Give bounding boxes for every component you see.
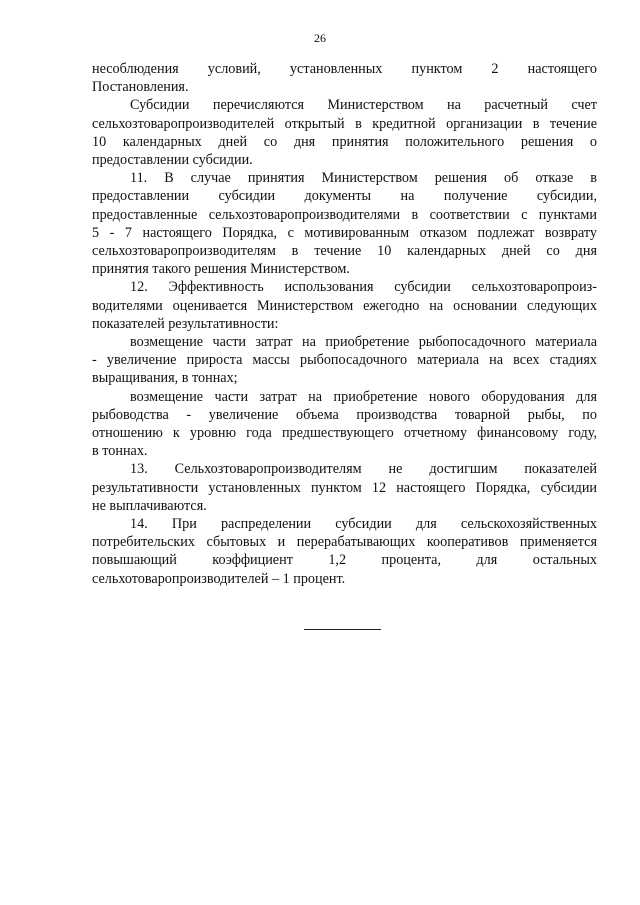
- paragraph-item-14: [92, 515, 597, 588]
- text-line: возмещение части затрат на приобретение рыбопосадочного материала: [130, 334, 597, 351]
- paragraph-conditions-end: [92, 60, 597, 96]
- text-line: Постановления.: [92, 79, 189, 96]
- text-line: сельхозтоваропроизводителям в течение 10 календарных дней со дня: [92, 243, 597, 260]
- paragraph-indicator-equipment: [92, 388, 597, 461]
- paragraph-item-12: [92, 278, 597, 333]
- text-line: потребительских сбытовых и перерабатывающих кооперативов применяется: [92, 534, 597, 551]
- document-body: [92, 60, 597, 588]
- text-line: сельхотоваропроизводителей – 1 процент.: [92, 570, 346, 587]
- end-of-document-divider: [304, 629, 381, 630]
- text-line: принятия такого решения Министерством.: [92, 261, 350, 278]
- text-line: водителями оценивается Министерством ежегодно на основании следующих: [92, 297, 597, 314]
- text-line: показателей результативности:: [92, 315, 279, 332]
- text-line: выращивания, в тоннах;: [92, 370, 238, 387]
- text-line: не выплачиваются.: [92, 497, 207, 514]
- text-line: предоставлении субсидии.: [92, 152, 253, 169]
- paragraph-indicator-fish-stock: [92, 333, 597, 388]
- text-line: 12. Эффективность использования субсидии сельхозтоваропроиз-: [130, 279, 597, 296]
- text-line: 5 - 7 настоящего Порядка, с мотивированным отказом подлежат возврату: [92, 224, 597, 241]
- text-line: в тоннах.: [92, 443, 148, 460]
- text-line: рыбоводства - увеличение объема производства товарной рыбы, по: [92, 406, 597, 423]
- text-line: 13. Сельхозтоваропроизводителям не достигшим показателей: [130, 461, 597, 478]
- text-line: сельхозтоваропроизводителей открытый в кредитной организации в течение: [92, 115, 597, 132]
- paragraph-subsidy-transfer: [92, 96, 597, 169]
- page-number: 26: [314, 31, 326, 45]
- text-line: 10 календарных дней со дня принятия положительного решения о: [92, 133, 597, 150]
- text-line: - увеличение прироста массы рыбопосадочного материала на всех стадиях: [92, 352, 597, 369]
- text-line: отношению к уровню года предшествующего отчетному финансовому году,: [92, 425, 597, 442]
- text-line: несоблюдения условий, установленных пунктом 2 настоящего: [92, 61, 597, 77]
- text-line: 14. При распределении субсидии для сельскохозяйственных: [130, 516, 597, 533]
- text-line: предоставлении субсидии документы на получение субсидии,: [92, 188, 597, 205]
- text-line: возмещение части затрат на приобретение нового оборудования для: [130, 388, 597, 405]
- text-line: 11. В случае принятия Министерством решения об отказе в: [130, 170, 597, 187]
- text-line: результативности установленных пунктом 12 настоящего Порядка, субсидии: [92, 479, 597, 496]
- paragraph-item-11: [92, 169, 597, 278]
- text-line: Субсидии перечисляются Министерством на расчетный счет: [130, 97, 597, 114]
- paragraph-item-13: [92, 460, 597, 515]
- text-line: повышающий коэффициент 1,2 процента, для остальных: [92, 552, 597, 569]
- text-line: предоставленные сельхозтоваропроизводителями в соответствии с пунктами: [92, 206, 597, 223]
